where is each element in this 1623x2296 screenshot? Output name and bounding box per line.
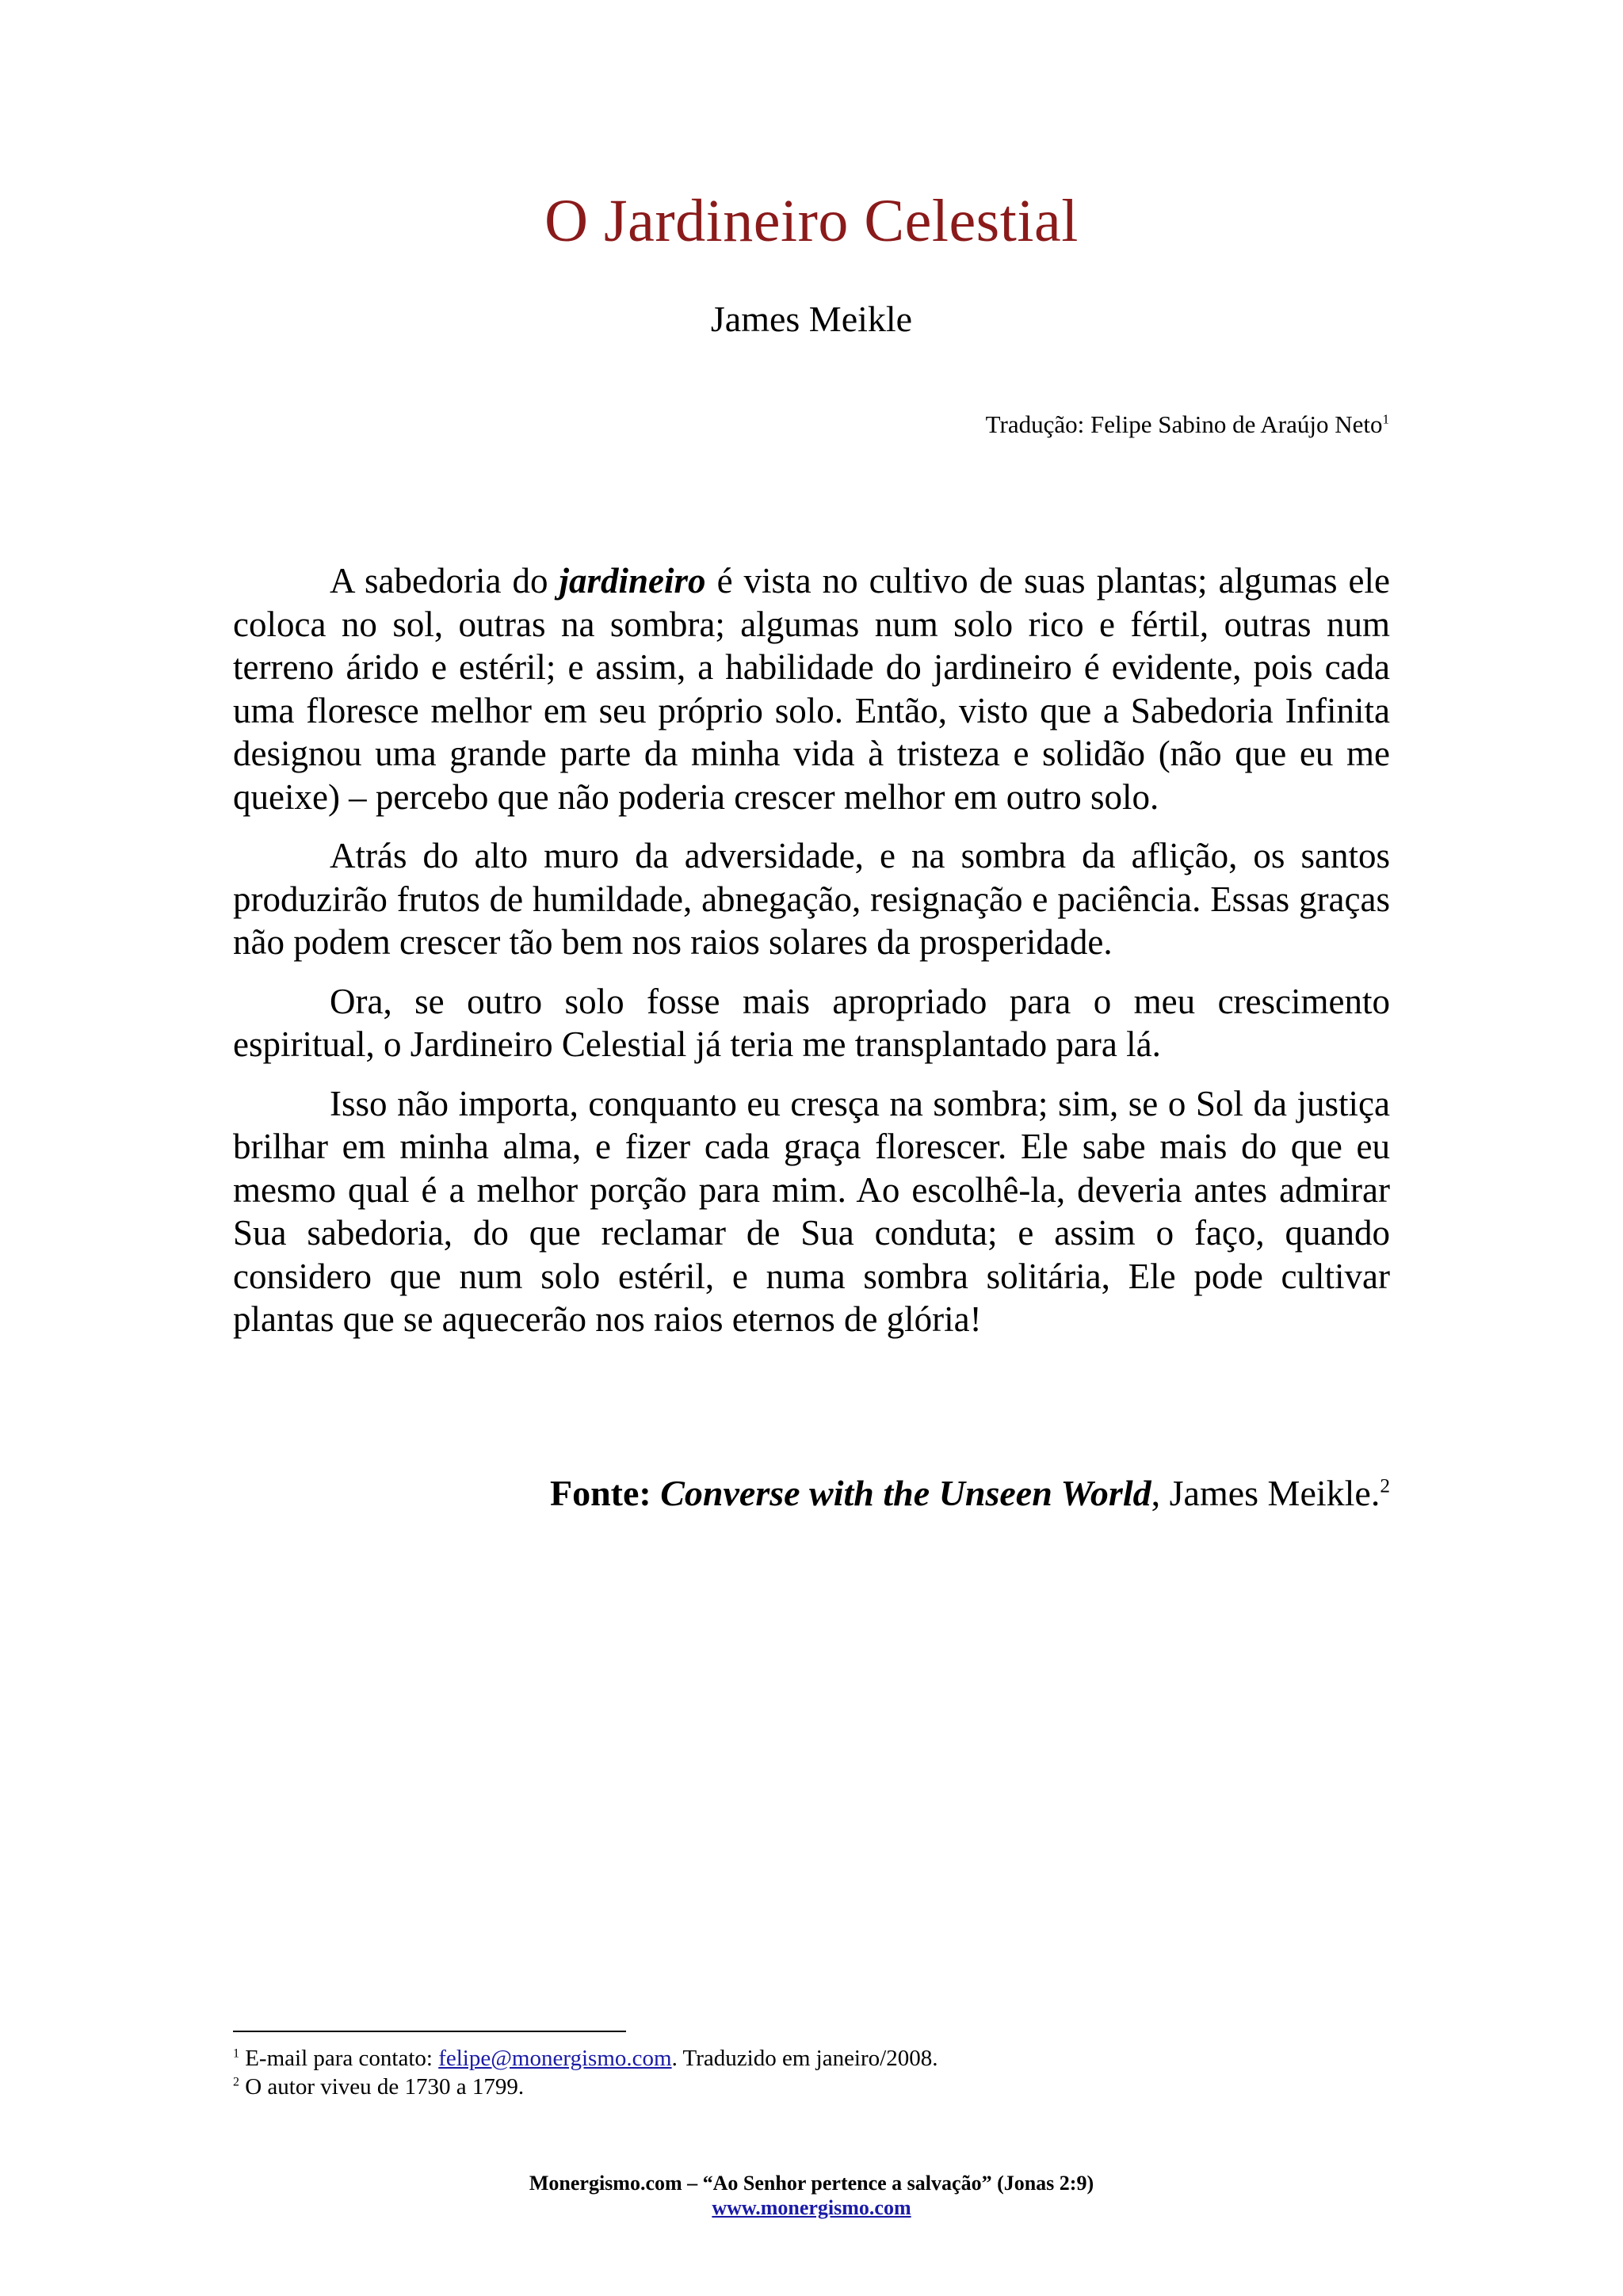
footnote-1-suffix: . Traduzido em janeiro/2008. (671, 2046, 938, 2071)
footnotes (233, 2044, 938, 2101)
source-author: , James Meikle. (1151, 1473, 1381, 1513)
source-book-title: Converse with the Unseen World (660, 1473, 1151, 1513)
footnote-ref-1[interactable]: 1 (1382, 411, 1389, 427)
author-name: James Meikle (710, 299, 913, 339)
contact-email-link[interactable]: felipe@monergismo.com (438, 2046, 672, 2071)
body-text (233, 559, 1390, 1357)
footnote-2 (233, 2073, 938, 2101)
emphasis-jardineiro: jardineiro (559, 561, 706, 601)
paragraph-2: Atrás do alto muro da adversidade, e na sombra da aflição, os santos produzirão frutos de humildade, abnegação, resignação e paciência. Essas graças não podem crescer tão bem nos raios solares da prosperidade. (233, 836, 1390, 962)
document-title: O Jardineiro Celestial (544, 188, 1079, 254)
paragraph-1 (233, 559, 1390, 818)
source-label: Fonte: (549, 1473, 651, 1513)
source-citation (550, 1472, 1390, 1514)
footnote-1-prefix: E-mail para contato: (239, 2046, 439, 2071)
paragraph-4: Isso não importa, conquanto eu cresça na sombra; sim, se o Sol da justiça brilhar em minha alma, e fizer cada graça florescer. Ele sabe mais do que eu mesmo qual é a melhor porção para mim. Ao escolhê-la, deveria antes admirar Sua sabedoria, do que reclamar de Sua conduta; e assim o faço, quando considero que num solo estéril, e numa sombra solitária, Ele pode cultivar plantas que se aquecerão nos raios eternos de glória! (233, 1083, 1390, 1339)
translator-credit (986, 410, 1389, 439)
footnote-1-number: 1 (233, 2046, 239, 2061)
paragraph-3: Ora, se outro solo fosse mais apropriado para o meu crescimento espiritual, o Jardineiro Celestial já teria me transplantado para lá. (233, 981, 1390, 1064)
footnote-2-number: 2 (233, 2075, 239, 2089)
footnote-ref-2[interactable]: 2 (1380, 1474, 1390, 1497)
page-footer (0, 2171, 1623, 2220)
footer-website-link[interactable]: www.monergismo.com (712, 2196, 911, 2219)
translator-text: Tradução: Felipe Sabino de Araújo Neto (985, 410, 1383, 438)
footer-tagline: Monergismo.com – “Ao Senhor pertence a salvação” (Jonas 2:9) (529, 2172, 1094, 2195)
paragraph-1-lead: A sabedoria do (330, 561, 559, 601)
paragraph-1-rest: é vista no cultivo de suas plantas; algumas ele coloca no sol, outras na sombra; algumas num solo rico e fértil, outras num terreno árido e estéril; e assim, a habilidade do jardineiro é evidente, pois cada uma floresce melhor em seu próprio solo. Então, visto que a Sabedoria Infinita designou uma grande parte da minha vida à tristeza e solidão (não que eu me queixe) – percebo que não poderia crescer melhor em outro solo. (233, 561, 1391, 817)
footnote-1 (233, 2044, 938, 2073)
footnote-2-text: O autor viveu de 1730 a 1799. (239, 2074, 525, 2100)
footnote-divider (233, 2031, 626, 2032)
